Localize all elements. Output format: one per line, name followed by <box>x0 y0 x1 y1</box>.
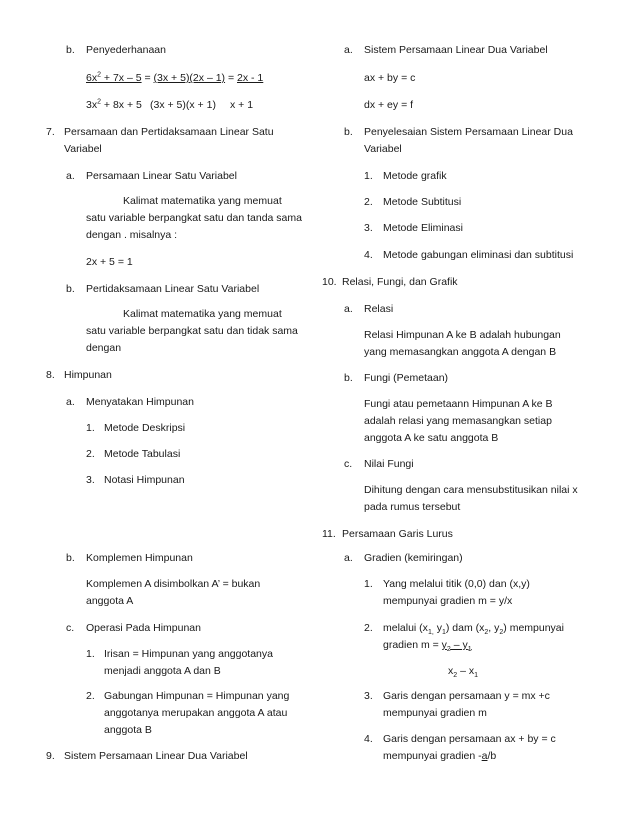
list-item: Yang melalui titik (0,0) dan (x,y) <box>383 578 530 590</box>
paragraph: dengan . misalnya : <box>86 229 178 241</box>
paragraph: anggota A <box>86 595 134 607</box>
list-marker: 1. <box>364 170 373 182</box>
list-marker: c. <box>344 458 353 470</box>
paragraph: adalah relasi yang memasangkan setiap <box>364 415 552 427</box>
list-item: Metode Eliminasi <box>383 222 463 234</box>
paragraph: Relasi Himpunan A ke B adalah hubungan <box>364 329 561 341</box>
paragraph: satu variable berpangkat satu dan tanda sama <box>86 212 302 224</box>
list-item: menjadi anggota A dan B <box>104 665 221 677</box>
section-title: Fungi (Pemetaan) <box>364 372 449 384</box>
paragraph: dengan <box>86 342 122 354</box>
paragraph: Kalimat matematika yang memuat <box>123 308 282 320</box>
paragraph: Komplemen A disimbolkan A’ = bukan <box>86 578 261 590</box>
equation: (3x + 5)(x + 1) <box>150 99 216 111</box>
section-title: Penyelesaian Sistem Persamaan Linear Dua <box>364 126 573 138</box>
list-marker: b. <box>344 126 353 138</box>
equation: $3x^2 + 8x + 5$ <box>86 98 142 111</box>
section-title: Penyederhanaan <box>86 44 166 56</box>
list-marker: 3. <box>364 690 373 702</box>
gradient-formula: gradien $m = y_2 - y_1$ <box>383 639 472 654</box>
list-marker: 10. <box>322 276 337 288</box>
list-marker: b. <box>344 372 353 384</box>
list-item: Garis dengan persamaan ax + by = c <box>383 733 556 745</box>
list-marker: b. <box>66 283 75 295</box>
list-item: mempunyai gradien -a/b <box>383 750 497 762</box>
list-item: Garis dengan persamaan y = mx +c <box>383 690 550 702</box>
paragraph: satu variable berpangkat satu dan tidak sama <box>86 325 298 337</box>
list-marker: 9. <box>46 750 55 762</box>
paragraph: yang memasangkan anggota A dengan B <box>364 346 557 358</box>
list-marker: a. <box>66 170 75 182</box>
list-marker: 8. <box>46 369 55 381</box>
list-marker: 2. <box>86 448 95 460</box>
list-marker: 1. <box>86 422 95 434</box>
list-marker: 1. <box>364 578 373 590</box>
paragraph: Kalimat matematika yang memuat <box>123 195 282 207</box>
list-item: melalui ($x_{1,}$ $y_1$) dam ($x_2$, $y_2$) mempunyai <box>383 622 564 637</box>
list-marker: b. <box>66 552 75 564</box>
list-marker: 3. <box>86 474 95 486</box>
list-marker: 3. <box>364 222 373 234</box>
list-marker: 11. <box>322 528 336 540</box>
list-marker: b. <box>66 44 75 56</box>
paragraph: Dihitung dengan cara mensubstitusikan nilai x <box>364 484 578 496</box>
equation: $6x^2 + 7x - 5 = (3x + 5)(2x - 1) = 2x - 1$ <box>86 71 264 84</box>
section-title: Komplemen Himpunan <box>86 552 193 564</box>
list-marker: 7. <box>46 126 55 138</box>
list-item: mempunyai gradien m = y/x <box>383 595 513 607</box>
list-item: Metode Subtitusi <box>383 196 462 208</box>
list-item: anggotanya merupakan anggota A atau <box>104 707 288 719</box>
paragraph: anggota A ke satu anggota B <box>364 432 499 444</box>
list-marker: a. <box>344 44 353 56</box>
section-title: Variabel <box>64 143 102 155</box>
list-marker: c. <box>66 622 75 634</box>
section-title: Relasi <box>364 303 394 315</box>
section-title: Nilai Fungi <box>364 458 414 470</box>
list-marker: 2. <box>364 196 373 208</box>
equation: 2x + 5 = 1 <box>86 256 133 268</box>
section-title: Menyatakan Himpunan <box>86 396 194 408</box>
list-marker: 1. <box>86 648 95 660</box>
section-title: Sistem Persamaan Linear Dua Variabel <box>64 750 248 762</box>
list-marker: 2. <box>364 622 373 634</box>
list-marker: a. <box>344 303 353 315</box>
paragraph: pada rumus tersebut <box>364 501 461 513</box>
list-marker: 4. <box>364 733 373 745</box>
list-item: Gabungan Himpunan = Himpunan yang <box>104 690 290 702</box>
list-item: Metode grafik <box>383 170 447 182</box>
equation: x + 1 <box>230 99 254 111</box>
section-title: Persamaan Garis Lurus <box>342 528 453 540</box>
section-title: Persamaan dan Pertidaksamaan Linear Satu <box>64 126 274 138</box>
gradient-denominator: $x_2 - x_1$ <box>448 665 478 680</box>
list-item: Metode Tabulasi <box>104 448 181 460</box>
list-item: mempunyai gradien m <box>383 707 487 719</box>
section-title: Sistem Persamaan Linear Dua Variabel <box>364 44 548 56</box>
section-title: Himpunan <box>64 369 112 381</box>
list-marker: 2. <box>86 690 95 702</box>
section-title: Variabel <box>364 143 402 155</box>
section-title: Pertidaksamaan Linear Satu Variabel <box>86 283 260 295</box>
section-title: Relasi, Fungi, dan Grafik <box>342 276 458 288</box>
list-item: Notasi Himpunan <box>104 474 185 486</box>
list-marker: a. <box>66 396 75 408</box>
list-marker: 4. <box>364 249 373 261</box>
section-title: Gradien (kemiringan) <box>364 552 463 564</box>
paragraph: Fungi atau pemetaann Himpunan A ke B <box>364 398 553 410</box>
section-title: Persamaan Linear Satu Variabel <box>86 170 237 182</box>
equation: ax + by = c <box>364 72 416 84</box>
list-item: Irisan = Himpunan yang anggotanya <box>104 648 273 660</box>
list-item: anggota B <box>104 724 152 736</box>
list-item: Metode gabungan eliminasi dan subtitusi <box>383 249 574 261</box>
list-marker: a. <box>344 552 353 564</box>
list-item: Metode Deskripsi <box>104 422 186 434</box>
equation: dx + ey = f <box>364 99 414 111</box>
section-title: Operasi Pada Himpunan <box>86 622 201 634</box>
